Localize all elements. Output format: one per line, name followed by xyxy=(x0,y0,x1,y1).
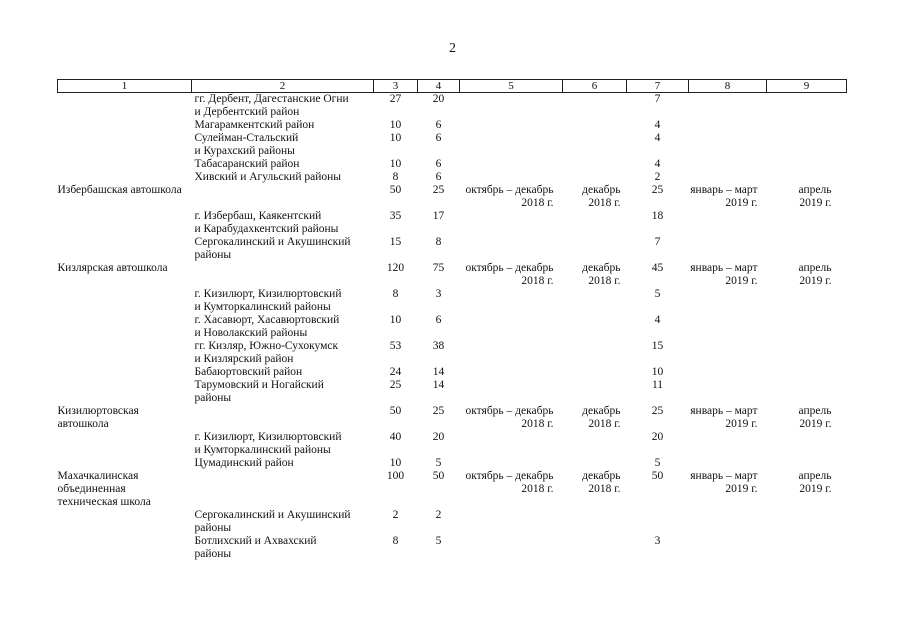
period-cell xyxy=(460,340,563,366)
count-cell: 50 xyxy=(651,470,664,482)
count-cell: 4 xyxy=(654,314,661,326)
school-name-cell xyxy=(58,236,192,262)
count-cell: 7 xyxy=(654,93,661,105)
count-cell: 15 xyxy=(389,236,402,248)
exam-date-cell: декабрь 2018 г. xyxy=(582,405,621,430)
period-cell xyxy=(460,509,563,535)
count-cell: 27 xyxy=(389,93,402,105)
period-cell xyxy=(460,236,563,262)
table-row xyxy=(58,132,847,158)
count-cell: 10 xyxy=(389,132,402,144)
exam-date-cell: декабрь 2018 г. xyxy=(582,184,621,209)
column-number: 1 xyxy=(58,80,192,93)
exam-date-cell xyxy=(767,314,847,340)
table-row xyxy=(58,509,847,535)
period-cell: октябрь – декабрь 2018 г. xyxy=(465,262,554,287)
count-cell xyxy=(627,509,689,535)
exam-date-cell xyxy=(767,132,847,158)
period-cell: октябрь – декабрь 2018 г. xyxy=(465,184,554,209)
exam-date-cell xyxy=(563,288,627,314)
exam-date-cell xyxy=(563,431,627,457)
count-cell: 17 xyxy=(432,210,445,222)
count-cell: 8 xyxy=(392,171,399,183)
column-number: 3 xyxy=(374,80,418,93)
school-name-cell xyxy=(58,340,192,366)
column-number: 7 xyxy=(627,80,689,93)
exam-date-cell xyxy=(767,340,847,366)
table-row xyxy=(58,236,847,262)
exam-date-cell: апрель 2019 г. xyxy=(798,470,832,495)
period-cell xyxy=(460,288,563,314)
count-cell: 2 xyxy=(392,509,399,521)
table-row xyxy=(58,457,847,470)
exam-date-cell xyxy=(563,210,627,236)
schedule-table xyxy=(57,79,847,561)
period-cell xyxy=(689,340,767,366)
exam-date-cell xyxy=(563,509,627,535)
exam-date-cell xyxy=(563,457,627,470)
exam-date-cell xyxy=(767,210,847,236)
exam-date-cell xyxy=(767,379,847,405)
period-cell xyxy=(460,457,563,470)
count-cell: 6 xyxy=(435,132,442,144)
count-cell: 4 xyxy=(654,158,661,170)
exam-date-cell xyxy=(767,366,847,379)
count-cell: 5 xyxy=(435,535,442,547)
district-cell: Тарумовский и Ногайский районы xyxy=(194,379,324,404)
school-name-cell xyxy=(58,171,192,184)
district-cell: г. Кизилюрт, Кизилюртовский и Кумторкалинский районы xyxy=(194,431,342,456)
exam-date-cell xyxy=(563,535,627,561)
count-cell: 10 xyxy=(389,158,402,170)
count-cell: 25 xyxy=(651,184,664,196)
period-cell xyxy=(689,314,767,340)
exam-date-cell: апрель 2019 г. xyxy=(798,184,832,209)
count-cell: 38 xyxy=(432,340,445,352)
district-cell xyxy=(192,470,374,509)
period-cell xyxy=(689,236,767,262)
exam-date-cell xyxy=(767,431,847,457)
period-cell xyxy=(689,93,767,120)
exam-date-cell xyxy=(563,119,627,132)
count-cell: 2 xyxy=(654,171,661,183)
period-cell xyxy=(689,431,767,457)
column-number: 2 xyxy=(192,80,374,93)
period-cell: январь – март 2019 г. xyxy=(690,405,758,430)
district-cell: Цумадинский район xyxy=(194,457,294,469)
count-cell: 8 xyxy=(392,535,399,547)
count-cell: 6 xyxy=(435,158,442,170)
district-cell: г. Избербаш, Каякентский и Карабудахкентский районы xyxy=(194,210,339,235)
period-cell xyxy=(689,132,767,158)
period-cell xyxy=(689,210,767,236)
period-cell xyxy=(689,158,767,171)
exam-date-cell xyxy=(767,457,847,470)
count-cell: 18 xyxy=(651,210,664,222)
count-cell: 4 xyxy=(654,132,661,144)
period-cell xyxy=(460,366,563,379)
count-cell: 5 xyxy=(654,457,661,469)
count-cell: 5 xyxy=(435,457,442,469)
district-cell: гг. Кизляр, Южно-Сухокумск и Кизлярский район xyxy=(194,340,339,365)
count-cell: 50 xyxy=(389,405,402,417)
district-cell xyxy=(192,262,374,288)
school-name-cell xyxy=(58,314,192,340)
school-name-cell xyxy=(58,366,192,379)
period-cell: октябрь – декабрь 2018 г. xyxy=(465,470,554,495)
period-cell xyxy=(689,457,767,470)
exam-date-cell xyxy=(767,288,847,314)
column-number: 5 xyxy=(460,80,563,93)
period-cell xyxy=(689,171,767,184)
table-row xyxy=(58,93,847,120)
count-cell: 45 xyxy=(651,262,664,274)
period-cell xyxy=(460,132,563,158)
period-cell: январь – март 2019 г. xyxy=(690,262,758,287)
school-name-cell xyxy=(58,288,192,314)
exam-date-cell xyxy=(563,171,627,184)
count-cell: 15 xyxy=(651,340,664,352)
table-row xyxy=(58,262,847,288)
period-cell xyxy=(460,119,563,132)
count-cell: 3 xyxy=(435,288,442,300)
exam-date-cell xyxy=(767,236,847,262)
column-number: 8 xyxy=(689,80,767,93)
table-row xyxy=(58,431,847,457)
period-cell xyxy=(689,288,767,314)
column-number: 4 xyxy=(418,80,460,93)
table-row xyxy=(58,171,847,184)
exam-date-cell xyxy=(767,535,847,561)
period-cell xyxy=(460,379,563,405)
count-cell: 20 xyxy=(432,431,445,443)
period-cell xyxy=(689,119,767,132)
table-row xyxy=(58,379,847,405)
count-cell: 25 xyxy=(432,184,445,196)
count-cell: 6 xyxy=(435,314,442,326)
period-cell xyxy=(689,509,767,535)
count-cell: 25 xyxy=(389,379,402,391)
count-cell: 20 xyxy=(651,431,664,443)
exam-date-cell xyxy=(767,509,847,535)
district-cell: Табасаранский район xyxy=(194,158,300,170)
count-cell: 24 xyxy=(389,366,402,378)
period-cell: октябрь – декабрь 2018 г. xyxy=(465,405,554,430)
count-cell: 8 xyxy=(392,288,399,300)
table-row xyxy=(58,314,847,340)
period-cell xyxy=(460,210,563,236)
exam-date-cell xyxy=(563,340,627,366)
count-cell: 35 xyxy=(389,210,402,222)
district-cell: Сергокалинский и Акушинский районы xyxy=(194,236,351,261)
count-cell: 6 xyxy=(435,119,442,131)
district-cell: гг. Дербент, Дагестанские Огни и Дербентский район xyxy=(194,93,349,118)
district-cell xyxy=(192,184,374,210)
count-cell: 20 xyxy=(432,93,445,105)
count-cell: 8 xyxy=(435,236,442,248)
exam-date-cell xyxy=(767,171,847,184)
period-cell xyxy=(460,158,563,171)
exam-date-cell: декабрь 2018 г. xyxy=(582,262,621,287)
count-cell: 10 xyxy=(389,119,402,131)
school-name-cell xyxy=(58,119,192,132)
table-row xyxy=(58,288,847,314)
column-number: 9 xyxy=(767,80,847,93)
school-name-cell xyxy=(58,509,192,535)
exam-date-cell xyxy=(563,93,627,120)
exam-date-cell: апрель 2019 г. xyxy=(798,405,832,430)
exam-date-cell xyxy=(563,366,627,379)
period-cell xyxy=(460,314,563,340)
table-row xyxy=(58,340,847,366)
count-cell: 100 xyxy=(386,470,405,482)
count-cell: 10 xyxy=(651,366,664,378)
count-cell: 6 xyxy=(435,171,442,183)
count-cell: 10 xyxy=(389,457,402,469)
table-row xyxy=(58,366,847,379)
exam-date-cell xyxy=(563,314,627,340)
period-cell xyxy=(689,379,767,405)
school-name-cell: Кизлярская автошкола xyxy=(57,262,168,274)
period-cell xyxy=(460,171,563,184)
district-cell: Ботлихский и Ахвахский районы xyxy=(194,535,317,560)
table-row xyxy=(58,158,847,171)
count-cell: 2 xyxy=(435,509,442,521)
exam-date-cell: апрель 2019 г. xyxy=(798,262,832,287)
exam-date-cell xyxy=(563,379,627,405)
district-cell: Сергокалинский и Акушинский районы xyxy=(194,509,351,534)
period-cell: январь – март 2019 г. xyxy=(690,184,758,209)
page-number: 2 xyxy=(449,41,456,56)
table-body xyxy=(58,93,847,562)
district-cell xyxy=(192,405,374,431)
count-cell: 25 xyxy=(651,405,664,417)
count-cell: 3 xyxy=(654,535,661,547)
district-cell: г. Кизилюрт, Кизилюртовский и Кумторкалинский районы xyxy=(194,288,342,313)
count-cell: 25 xyxy=(432,405,445,417)
exam-date-cell xyxy=(767,158,847,171)
count-cell: 5 xyxy=(654,288,661,300)
count-cell: 120 xyxy=(386,262,405,274)
column-number-row xyxy=(58,80,847,93)
count-cell: 14 xyxy=(432,379,445,391)
count-cell: 11 xyxy=(651,379,664,391)
school-name-cell xyxy=(58,457,192,470)
period-cell xyxy=(460,535,563,561)
count-cell: 14 xyxy=(432,366,445,378)
district-cell: г. Хасавюрт, Хасавюртовский и Новолакский районы xyxy=(194,314,340,339)
school-name-cell xyxy=(58,210,192,236)
period-cell xyxy=(460,431,563,457)
column-number: 6 xyxy=(563,80,627,93)
table-row xyxy=(58,405,847,431)
exam-date-cell xyxy=(563,158,627,171)
exam-date-cell xyxy=(767,119,847,132)
table-row xyxy=(58,119,847,132)
district-cell: Хивский и Агульский районы xyxy=(194,171,341,183)
school-name-cell xyxy=(58,93,192,120)
count-cell: 4 xyxy=(654,119,661,131)
period-cell: январь – март 2019 г. xyxy=(690,470,758,495)
school-name-cell xyxy=(58,132,192,158)
table-row xyxy=(58,184,847,210)
exam-date-cell xyxy=(767,93,847,120)
exam-date-cell xyxy=(563,132,627,158)
period-cell xyxy=(689,366,767,379)
table-row xyxy=(58,470,847,509)
school-name-cell: Избербашская автошкола xyxy=(57,184,182,196)
count-cell: 50 xyxy=(432,470,445,482)
school-name-cell: Махачкалинская объединенная техническая школа xyxy=(57,470,151,508)
school-name-cell xyxy=(58,431,192,457)
district-cell: Бабаюртовский район xyxy=(194,366,303,378)
school-name-cell xyxy=(58,158,192,171)
exam-date-cell: декабрь 2018 г. xyxy=(582,470,621,495)
count-cell: 53 xyxy=(389,340,402,352)
district-cell: Магарамкентский район xyxy=(194,119,315,131)
count-cell: 75 xyxy=(432,262,445,274)
table-row xyxy=(58,535,847,561)
count-cell: 7 xyxy=(654,236,661,248)
table-row xyxy=(58,210,847,236)
period-cell xyxy=(689,535,767,561)
period-cell xyxy=(460,93,563,120)
count-cell: 50 xyxy=(389,184,402,196)
district-cell: Сулейман-Стальский и Курахский районы xyxy=(194,132,299,157)
count-cell: 40 xyxy=(389,431,402,443)
school-name-cell xyxy=(58,535,192,561)
school-name-cell xyxy=(58,379,192,405)
count-cell: 10 xyxy=(389,314,402,326)
exam-date-cell xyxy=(563,236,627,262)
school-name-cell: Кизилюртовская автошкола xyxy=(57,405,139,430)
